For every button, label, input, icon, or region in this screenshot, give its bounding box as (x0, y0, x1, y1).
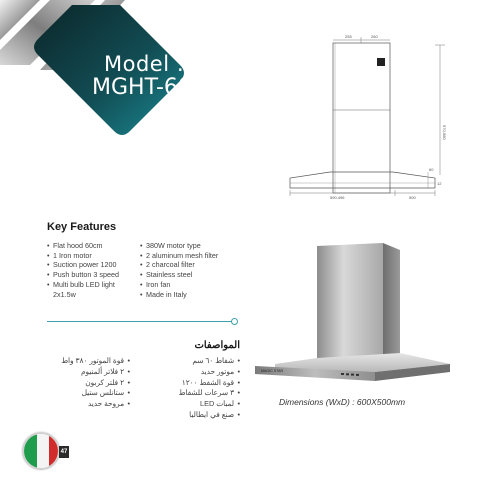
list-item: • ستانلس ستيل (30, 388, 130, 399)
list-item: • Multi bulb LED light (47, 280, 119, 290)
list-item-continuation: 2x1.5w (53, 289, 76, 299)
technical-drawing (285, 30, 455, 210)
list-item: • صنع في ايطاليا (140, 410, 240, 421)
list-item: • Stainless steel (140, 270, 218, 280)
divider-circle-icon (231, 318, 238, 325)
list-item: • 1 Iron motor (47, 251, 119, 261)
hood-brand-text: MAGIC STAR (261, 369, 284, 373)
dim-height: 570-980 (442, 125, 447, 140)
key-features-list-1 (47, 241, 119, 299)
list-item: • قوة الموتور ٣٨٠ واط (30, 356, 130, 367)
section-divider (47, 321, 233, 322)
italy-flag-icon (22, 432, 60, 470)
model-number: MGHT-60 (92, 75, 192, 100)
list-item: • مروحة حديد (30, 399, 130, 410)
list-item: • Iron fan (140, 280, 218, 290)
dim-side-1: 60 (429, 167, 434, 172)
list-item: • ٢ فلتر كربون (30, 378, 130, 389)
dim-top-right: 260 (371, 34, 378, 39)
key-features-list-2 (140, 241, 218, 299)
hood-dimension-drawing (285, 30, 455, 210)
list-item: • لمبات LED (140, 399, 240, 410)
list-item: • ٢ فلاتر ألمنيوم (30, 367, 130, 378)
list-item: • موتور حديد (140, 367, 240, 378)
dim-side-2: 12 (437, 181, 442, 186)
dim-top-left: 255 (345, 34, 352, 39)
list-item: • شفاط ٦٠ سم (140, 356, 240, 367)
key-features-heading: Key Features (47, 221, 117, 233)
list-item: • 2 aluminum mesh filter (140, 251, 218, 261)
list-item: • 2 charcoal filter (140, 260, 218, 270)
list-item: • ٣ سرعات للشفاط (140, 388, 240, 399)
list-item: • Flat hood 60cm (47, 241, 119, 251)
arabic-specs-heading: المواصفات (194, 340, 240, 351)
dim-bottom-left: 590.496 (330, 195, 345, 200)
list-item: • قوة الشفط ١٢٠٠ (140, 378, 240, 389)
list-item: • Suction power 1200 (47, 260, 119, 270)
list-item: • Push button 3 speed (47, 270, 119, 280)
model-label: Model : (104, 52, 185, 76)
page-number: 47 (59, 446, 69, 458)
dimensions-label: Dimensions (WxD) : 600X500mm (279, 397, 406, 407)
arabic-specs-list-left (30, 356, 130, 410)
dim-bottom-right: 500 (409, 195, 416, 200)
arabic-specs-list-right (140, 356, 240, 421)
range-hood-illustration (255, 240, 455, 385)
product-image-hood (255, 240, 455, 385)
list-item: • 380W motor type (140, 241, 218, 251)
model-badge (30, 0, 192, 185)
list-item: • Made in Italy (140, 290, 218, 300)
